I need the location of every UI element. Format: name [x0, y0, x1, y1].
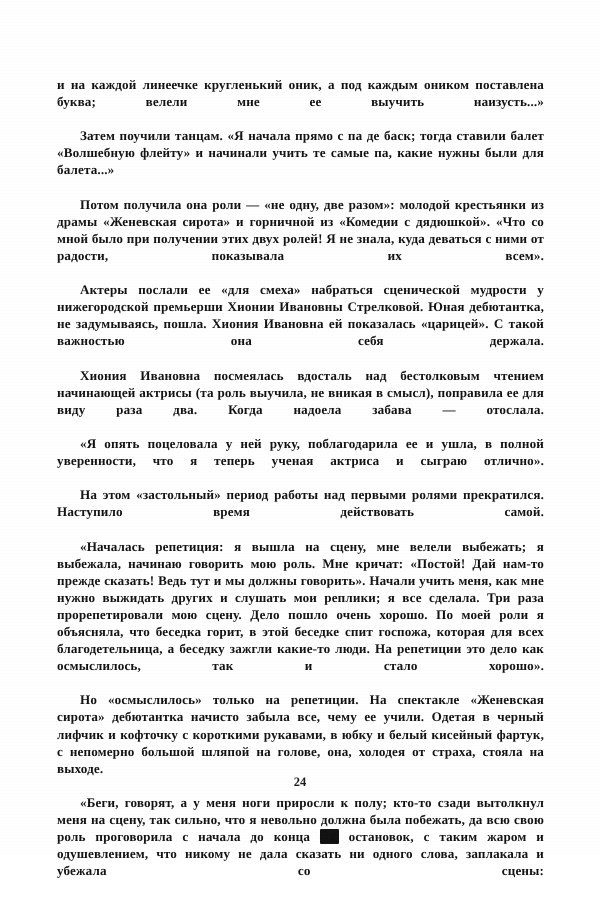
paragraph-text-after-blot: остановок, с таким жаром и одушевлением, что никому не дала сказать ни одного слова, заплакала и убежала со сцены: — [57, 829, 544, 879]
paragraph: «Началась репетиция: я вышла на сцену, мне велели выбежать; я выбежала, начинаю говорить мою роль. Мне кричат: «Постой! Дай нам-то прежде сказать! Ведь тут и мы должны говорить». Начали учить меня, как мне нужно выжидать других и слушать мои реплики; я все сделала. Три раза прорепетировали мою сцену. Дело пошло очень хорошо. По моей роли я объясняла, что беседка горит, в этой беседке спит госпожа, которая для всех благодетельница, а беседку зажгли какие-то люди. На репетиции это дело как осмыслилось, так и стало хорошо». — [57, 538, 544, 674]
paragraph-final — [57, 794, 544, 897]
paragraph-text-before-blot: «Беги, говорят, а у меня ноги приросли к полу; кто-то сзади вытолкнул меня на сцену, так сильно, что я невольно должна была побежать, да всю свою роль проговорила с начала до конца — [57, 794, 544, 845]
paragraph: Но «осмыслилось» только на репетиции. На спектакле «Женевская сирота» дебютантка начисто забыла все, чему ее учили. Одетая в черный лифчик и кофточку с короткими рукавами, в юбку и белый кисейный фартук, с непомерно большой шляпой на голове, она, холодея от страха, стояла на выходе. — [57, 692, 544, 776]
paragraph: и на каждой линеечке кругленький оник, а под каждым оником поставлена буква; велели мне ее выучить наизусть...» — [57, 77, 544, 110]
paragraph: «Я опять поцеловала у ней руку, поблагодарила ее и ушла, в полной уверенности, что я теперь ученая актриса и сыграю отлично». — [57, 435, 544, 469]
paragraph: Затем поучили танцам. «Я начала прямо с па де баск; тогда ставили балет «Волшебную флейту» и начинали учить те самые па, какие нужны были для балета...» — [57, 128, 544, 178]
ink-blotted-word: без — [320, 829, 339, 845]
paragraph: Актеры послали ее «для смеха» набраться сценической мудрости у нижегородской премьерши Хионии Ивановны Стрелковой. Юная дебютантка, не задумываясь, пошла. Хиония Ивановна ей показалась «царицей». С такой важностью она себя держала. — [57, 282, 544, 349]
page-number: 24 — [293, 775, 307, 789]
page-text-block — [57, 76, 544, 897]
paragraph: Хиония Ивановна посмеялась вдосталь над бестолковым чтением начинающей актрисы (та роль выучила, не вникая в смысл), поправила ее для виду раза два. Когда надоела забава — отослала. — [57, 367, 544, 417]
paragraph: Потом получила она роли — «не одну, две разом»: молодой крестьянки из драмы «Женевская сирота» и горничной из «Комедии с дядюшкой». «Что со мной было при получении этих двух ролей! Я не знала, куда деваться с ними от радости, показывала их всем». — [57, 196, 544, 263]
paragraph: На этом «застольный» период работы над первыми ролями прекратился. Наступило время действовать самой. — [57, 487, 544, 520]
